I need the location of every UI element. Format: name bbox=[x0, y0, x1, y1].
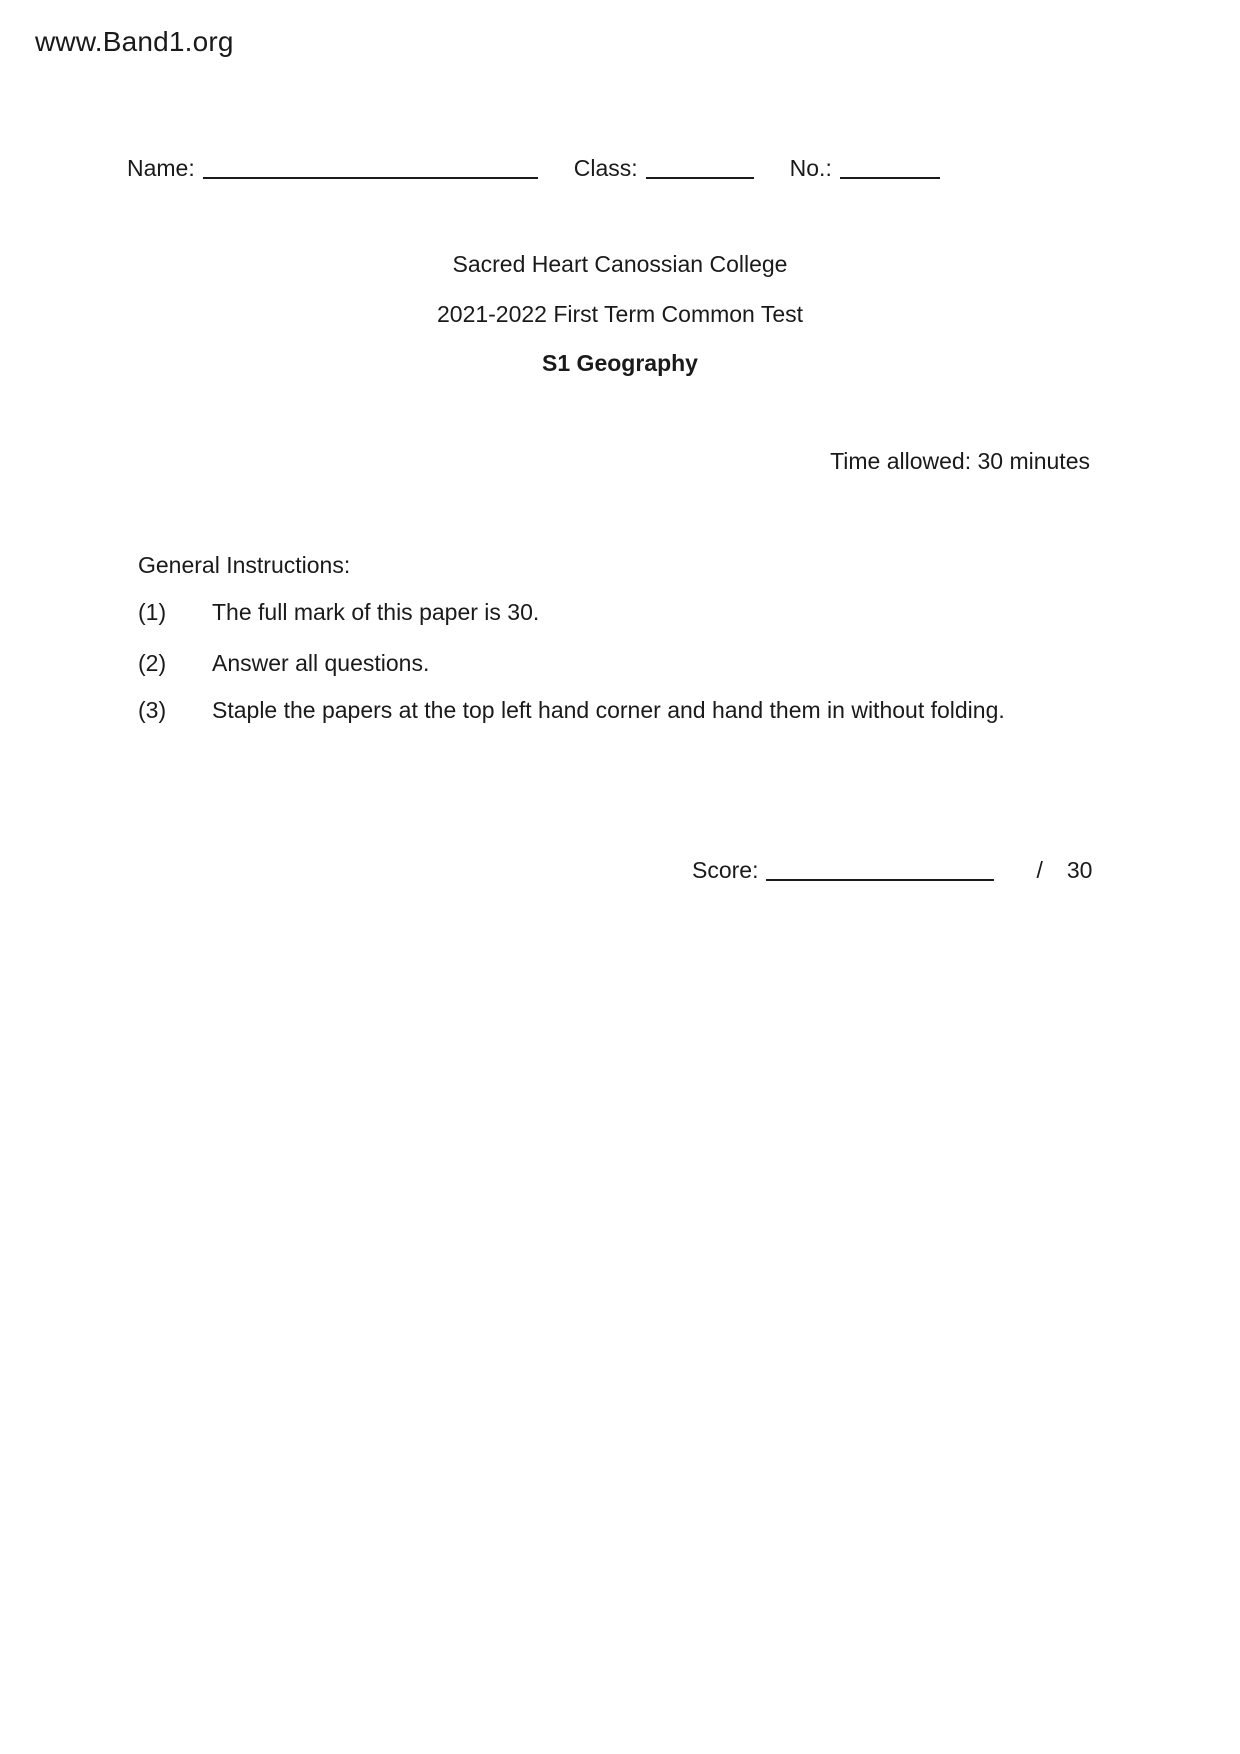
instruction-item bbox=[138, 697, 1005, 724]
subject-title: S1 Geography bbox=[542, 350, 698, 376]
instruction-item bbox=[138, 650, 429, 677]
instruction-number: (2) bbox=[138, 650, 167, 676]
name-label: Name: bbox=[127, 155, 195, 181]
score-row bbox=[692, 852, 1092, 884]
instruction-number: (3) bbox=[138, 697, 167, 723]
student-fields-row bbox=[127, 150, 940, 182]
score-separator: / bbox=[1036, 857, 1043, 883]
time-allowed-note: Time allowed: 30 minutes bbox=[830, 448, 1090, 474]
test-title: 2021-2022 First Term Common Test bbox=[436, 301, 804, 327]
score-blank-field bbox=[766, 855, 994, 881]
score-max: 30 bbox=[1066, 857, 1093, 883]
class-label: Class: bbox=[573, 155, 638, 181]
instruction-item bbox=[138, 599, 539, 626]
score-label: Score: bbox=[692, 857, 759, 883]
instruction-number: (1) bbox=[138, 599, 167, 625]
site-url: www.Band1.org bbox=[35, 26, 234, 57]
no-blank-field bbox=[840, 153, 940, 179]
instruction-text: The full mark of this paper is 30. bbox=[212, 599, 540, 625]
general-instructions-heading: General Instructions: bbox=[138, 552, 351, 578]
instruction-text: Answer all questions. bbox=[212, 650, 430, 676]
instruction-text: Staple the papers at the top left hand corner and hand them in without folding. bbox=[212, 697, 1005, 723]
name-blank-field bbox=[203, 153, 538, 179]
school-name: Sacred Heart Canossian College bbox=[452, 251, 788, 277]
no-label: No.: bbox=[789, 155, 832, 181]
class-blank-field bbox=[646, 153, 754, 179]
